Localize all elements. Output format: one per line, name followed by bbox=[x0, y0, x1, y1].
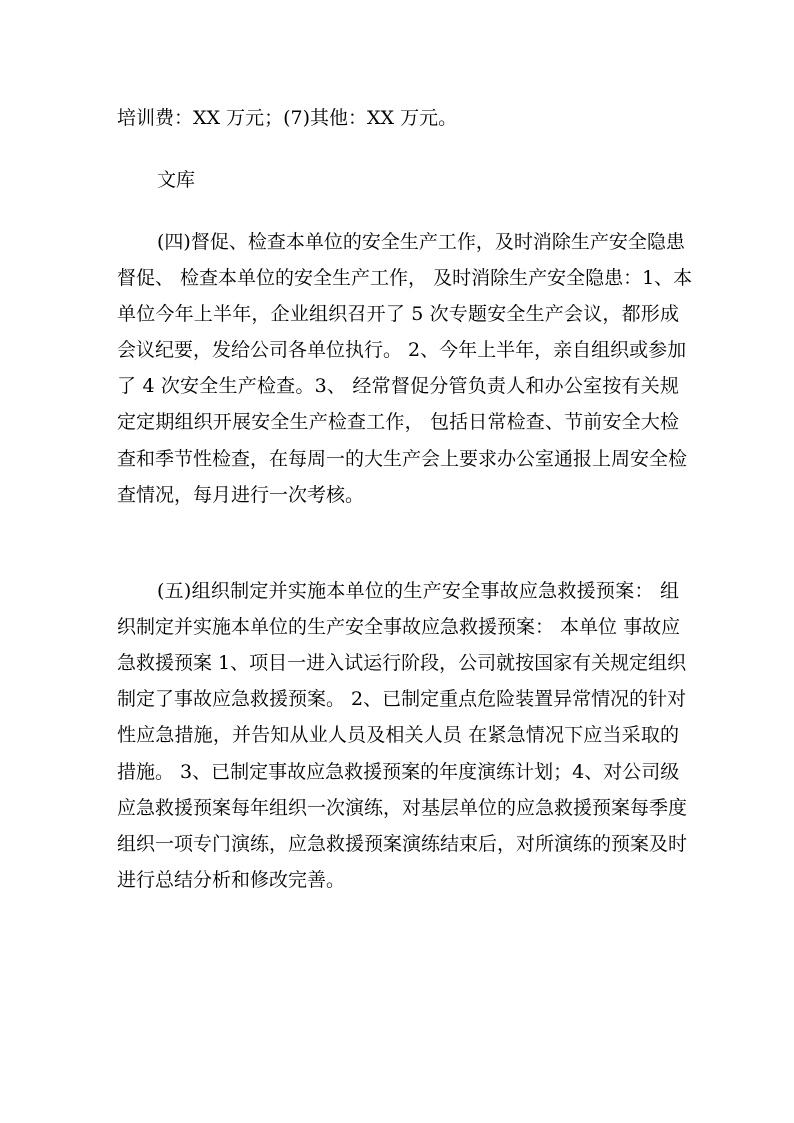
paragraph-line bbox=[0, 296, 794, 332]
text-line: 查情况，每月进行一次考核。 bbox=[117, 484, 365, 506]
paragraph-line bbox=[0, 368, 794, 404]
text-line: 性应急措施，并告知从业人员及相关人员 在紧急情况下应当采取的 bbox=[117, 724, 679, 746]
text-line: 督促、 检查本单位的安全生产工作， 及时消除生产安全隐患：1、本 bbox=[117, 267, 693, 289]
paragraph-line bbox=[0, 224, 794, 260]
text-line: 织制定并实施本单位的生产安全事故应急救援预案： 本单位 事故应 bbox=[117, 616, 681, 638]
heading-text: 文库 bbox=[157, 169, 196, 191]
paragraph-line bbox=[0, 477, 794, 513]
paragraph-line bbox=[0, 573, 794, 609]
paragraph-line bbox=[0, 260, 794, 296]
text-line: 会议纪要，发给公司各单位执行。 2、今年上半年，亲自组织或参加 bbox=[117, 339, 687, 361]
paragraph-line bbox=[0, 681, 794, 717]
intro-line bbox=[0, 100, 794, 136]
paragraph-line bbox=[0, 826, 794, 862]
text-line: 应急救援预案每年组织一次演练，对基层单位的应急救援预案每季度 bbox=[117, 797, 688, 819]
text-line: 查和季节性检查，在每周一的大生产会上要求办公室通报上周安全检 bbox=[117, 448, 688, 470]
paragraph-line bbox=[0, 754, 794, 790]
text-line: 急救援预案 1、项目一进入试运行阶段，公司就按国家有关规定组织 bbox=[117, 652, 687, 674]
text-line: 培训费：XX 万元；(7)其他：XX 万元。 bbox=[117, 107, 458, 129]
text-line: 制定了事故应急救援预案。 2、已制定重点危险装置异常情况的针对 bbox=[117, 688, 687, 710]
paragraph-line bbox=[0, 645, 794, 681]
text-line: (五)组织制定并实施本单位的生产安全事故应急救援预案： 组 bbox=[157, 580, 679, 602]
text-line: 组织一项专门演练，应急救援预案演练结束后，对所演练的预案及时 bbox=[117, 833, 688, 855]
text-line: 单位今年上半年，企业组织召开了 5 次专题安全生产会议，都形成 bbox=[117, 303, 679, 325]
paragraph-line bbox=[0, 862, 794, 898]
paragraph-line bbox=[0, 609, 794, 645]
paragraph-line bbox=[0, 332, 794, 368]
heading-line bbox=[0, 162, 794, 198]
text-line: 措施。 3、已制定事故应急救援预案的年度演练计划；4、对公司级 bbox=[117, 761, 680, 783]
text-line: 定定期组织开展安全生产检查工作， 包括日常检查、节前安全大检 bbox=[117, 411, 679, 433]
paragraph-line bbox=[0, 790, 794, 826]
paragraph-line bbox=[0, 404, 794, 440]
text-line: 了 4 次安全生产检查。3、 经常督促分管负责人和办公室按有关规 bbox=[117, 375, 679, 397]
text-line: (四)督促、检查本单位的安全生产工作，及时消除生产安全隐患 bbox=[157, 231, 685, 253]
text-line: 进行总结分析和修改完善。 bbox=[117, 869, 346, 891]
paragraph-line bbox=[0, 717, 794, 753]
paragraph-line bbox=[0, 441, 794, 477]
